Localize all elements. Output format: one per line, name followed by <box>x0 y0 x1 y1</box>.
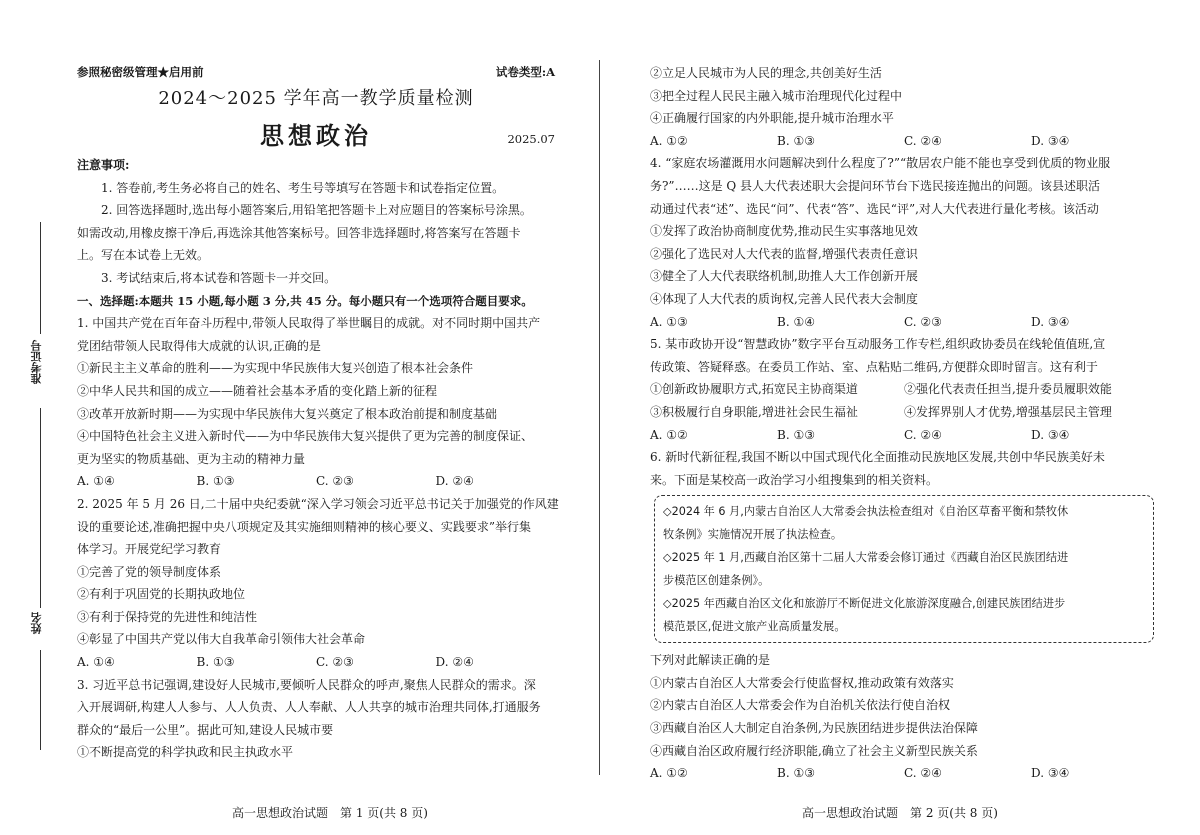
statement: ③西藏自治区人大制定自治条例,为民族团结进步提供法治保障 <box>650 721 978 736</box>
question-line: 设的重要论述,准确把握中央八项规定及其实施细则精神的核心要义、实践要求”举行集 <box>77 519 531 534</box>
question-2 <box>77 493 559 674</box>
question-line: 2. 2025 年 5 月 26 日,二十届中央纪委就“深入学习领会习近平总书记关于加强党的作风建 <box>77 496 559 511</box>
options-row <box>650 762 1158 785</box>
statement: ②中华人民共和国的成立——随着社会基本矛盾的变化踏上新的征程 <box>77 383 438 398</box>
option-d: D. ③④ <box>1031 766 1070 781</box>
question-5 <box>650 333 1158 446</box>
option-a: A. ①② <box>650 427 688 442</box>
option-b: B. ①③ <box>777 133 815 148</box>
id-line-bottom <box>40 408 41 508</box>
notice-line: 3. 考试结束后,将本试卷和答题卡一并交回。 <box>101 270 337 285</box>
options-row <box>77 651 555 674</box>
option-c: C. ②④ <box>904 427 942 442</box>
option-a: A. ①④ <box>77 655 115 670</box>
question-line: 5. 某市政协开设“智慧政协”数字平台互动服务工作专栏,组织政协委员在线轮值值班,宣 <box>650 337 1106 352</box>
question-line: 群众的“最后一公里”。据此可知,建设人民城市要 <box>77 722 334 737</box>
statement: ④体现了人大代表的质询权,完善人民代表大会制度 <box>650 291 918 306</box>
material-line: ◇2025 年西藏自治区文化和旅游厅不断促进文化旅游深度融合,创建民族团结进步 <box>663 597 1066 611</box>
name-line-top <box>40 508 41 608</box>
option-c: C. ②④ <box>904 766 942 781</box>
statement: ④中国特色社会主义进入新时代——为中华民族伟大复兴提供了更为完善的制度保证、 <box>77 429 534 444</box>
page-2-content <box>650 62 1158 785</box>
question-3-continued <box>650 62 1158 152</box>
statement: ①创新政协履职方式,拓宽民主协商渠道 <box>650 382 858 397</box>
option-a: A. ①② <box>650 766 688 781</box>
question-line: 4. “家庭农场灌溉用水问题解决到什么程度了?”“散居农户能不能也享受到优质的物业服 <box>650 156 1111 171</box>
question-3 <box>77 674 555 764</box>
question-line: 务?”……这是 Q 县人大代表述职大会提问环节台下选民接连抛出的问题。该县述职活 <box>650 178 1101 193</box>
option-d: D. ③④ <box>1031 314 1070 329</box>
option-b: B. ①③ <box>196 474 235 489</box>
candidate-id-label: 准考证号 <box>30 340 43 384</box>
option-a: A. ①③ <box>650 314 688 329</box>
question-line: 动通过代表“述”、选民“问”、代表“答”、选民“评”,对人大代表进行量化考核。该活动 <box>650 201 1099 216</box>
subject-row <box>77 114 555 154</box>
name-line-bottom <box>40 650 41 750</box>
option-b: B. ①③ <box>196 655 235 670</box>
question-line: 1. 中国共产党在百年奋斗历程中,带领人民取得了举世瞩目的成就。对不同时期中国共产 <box>77 316 541 331</box>
option-c: C. ②③ <box>904 314 942 329</box>
statement: ④彰显了中国共产党以伟大自我革命引领伟大社会革命 <box>77 632 366 647</box>
notice-line: 1. 答卷前,考生务必将自己的姓名、考生号等填写在答题卡和试卷指定位置。 <box>101 180 505 195</box>
options-row <box>77 470 555 493</box>
statement: ②有利于巩固党的长期执政地位 <box>77 587 246 602</box>
statement: ②强化了选民对人大代表的监督,增强代表责任意识 <box>650 246 918 261</box>
statement-row <box>650 378 1158 401</box>
subject-title: 思想政治 <box>260 122 372 150</box>
material-line: 牧条例》实施情况开展了执法检查。 <box>663 528 843 542</box>
statement: ①内蒙古自治区人大常委会行使监督权,推动政策有效落实 <box>650 675 954 690</box>
header-row <box>77 62 555 84</box>
question-line: 体学习。开展党纪学习教育 <box>77 542 222 557</box>
option-b: B. ①③ <box>777 766 815 781</box>
question-line: 来。下面是某校高一政治学习小组搜集到的相关资料。 <box>650 472 939 487</box>
question-4 <box>650 152 1158 333</box>
statement: ②内蒙古自治区人大常委会作为自治机关依法行使自治权 <box>650 698 951 713</box>
notice-line: 如需改动,用橡皮擦干净后,再选涂其他答案标号。回答非选择题时,将答案写在答题卡 <box>77 225 521 240</box>
option-b: B. ①③ <box>777 427 815 442</box>
statement-row <box>650 401 1158 424</box>
page-1-content <box>77 62 559 764</box>
option-d: D. ③④ <box>1031 133 1070 148</box>
paper-type: 试卷类型:A <box>495 65 555 79</box>
notice-line: 2. 回答选择题时,选出每小题答案后,用铅笔把答题卡上对应题目的答案标号涂黑。 <box>101 203 532 218</box>
material-line: 模范景区,促进文旅产业高质量发展。 <box>663 620 846 634</box>
question-line: 党团结带领人民取得伟大成就的认识,正确的是 <box>77 338 321 353</box>
option-d: D. ②④ <box>435 474 474 489</box>
material-line: ◇2024 年 6 月,内蒙古自治区人大常委会执法检查组对《自治区草畜平衡和禁牧休 <box>663 505 1069 519</box>
exam-title: 2024～2025 学年高一教学质量检测 <box>158 88 474 109</box>
exam-date: 2025.07 <box>507 132 555 146</box>
question-1 <box>77 312 555 493</box>
statement: ③改革开放新时期——为实现中华民族伟大复兴奠定了根本政治前提和制度基础 <box>77 406 498 421</box>
option-b: B. ①④ <box>777 314 815 329</box>
options-row <box>650 130 1158 153</box>
option-d: D. ③④ <box>1031 427 1070 442</box>
question-line: 下列对此解读正确的是 <box>650 653 771 668</box>
statement: ③把全过程人民民主融入城市治理现代化过程中 <box>650 88 903 103</box>
statement: ①不断提高党的科学执政和民主执政水平 <box>77 745 294 760</box>
option-a: A. ①④ <box>77 474 115 489</box>
notice-line: 上。写在本试卷上无效。 <box>77 248 210 263</box>
statement: 更为坚实的物质基础、更为主动的精神力量 <box>77 451 306 466</box>
question-6 <box>650 446 1158 785</box>
option-c: C. ②③ <box>316 474 354 489</box>
question-line: 传政策、答疑释惑。在委员工作站、室、点粘贴二维码,方便群众即时留言。这有利于 <box>650 359 1098 374</box>
statement: ①发挥了政治协商制度优势,推动民生实事落地见效 <box>650 224 918 239</box>
page-2-footer: 高一思想政治试题 第 2 页(共 8 页) <box>802 806 998 820</box>
material-line: ◇2025 年 1 月,西藏自治区第十二届人大常委会修订通过《西藏自治区民族团结进 <box>663 551 1069 565</box>
question-line: 入开展调研,构建人人参与、人人负责、人人奉献、人人共享的城市治理共同体,打通服务 <box>77 700 541 715</box>
material-line: 步模范区创建条例》。 <box>663 574 770 588</box>
page-1-footer: 高一思想政治试题 第 1 页(共 8 页) <box>232 806 428 820</box>
option-c: C. ②③ <box>316 655 354 670</box>
statement: ③积极履行自身职能,增进社会民生福祉 <box>650 404 858 419</box>
statement: ④正确履行国家的内外职能,提升城市治理水平 <box>650 111 894 126</box>
options-row <box>650 311 1158 334</box>
options-row <box>650 424 1158 447</box>
statement: ①完善了党的领导制度体系 <box>77 564 222 579</box>
option-a: A. ①② <box>650 133 688 148</box>
statement: ④发挥界别人才优势,增强基层民主管理 <box>904 404 1112 419</box>
id-line-top <box>40 222 41 334</box>
statement: ①新民主主义革命的胜利——为实现中华民族伟大复兴创造了根本社会条件 <box>77 361 474 376</box>
option-c: C. ②④ <box>904 133 942 148</box>
binding-margin <box>0 0 62 835</box>
notice-title: 注意事项: <box>77 158 130 172</box>
question-line: 6. 新时代新征程,我国不断以中国式现代化全面推动民族地区发展,共创中华民族美好未 <box>650 450 1105 465</box>
section-title: 一、选择题:本题共 15 小题,每小题 3 分,共 45 分。每小题只有一个选项符合题目要求。 <box>77 293 533 308</box>
security-label: 参照秘密级管理★启用前 <box>77 65 204 79</box>
option-d: D. ②④ <box>435 655 474 670</box>
statement: ②强化代表责任担当,提升委员履职效能 <box>904 382 1112 397</box>
candidate-name-label: 姓名 <box>30 612 43 634</box>
materials-box <box>654 495 1154 643</box>
statement: ②立足人民城市为人民的理念,共创美好生活 <box>650 66 882 80</box>
statement: ③健全了人大代表联络机制,助推人大工作创新开展 <box>650 269 918 284</box>
exam-page-2 <box>600 0 1200 835</box>
statement: ④西藏自治区政府履行经济职能,确立了社会主义新型民族关系 <box>650 743 978 758</box>
question-line: 3. 习近平总书记强调,建设好人民城市,要倾听人民群众的呼声,聚焦人民群众的需求。深 <box>77 677 536 692</box>
statement: ③有利于保持党的先进性和纯洁性 <box>77 609 258 624</box>
